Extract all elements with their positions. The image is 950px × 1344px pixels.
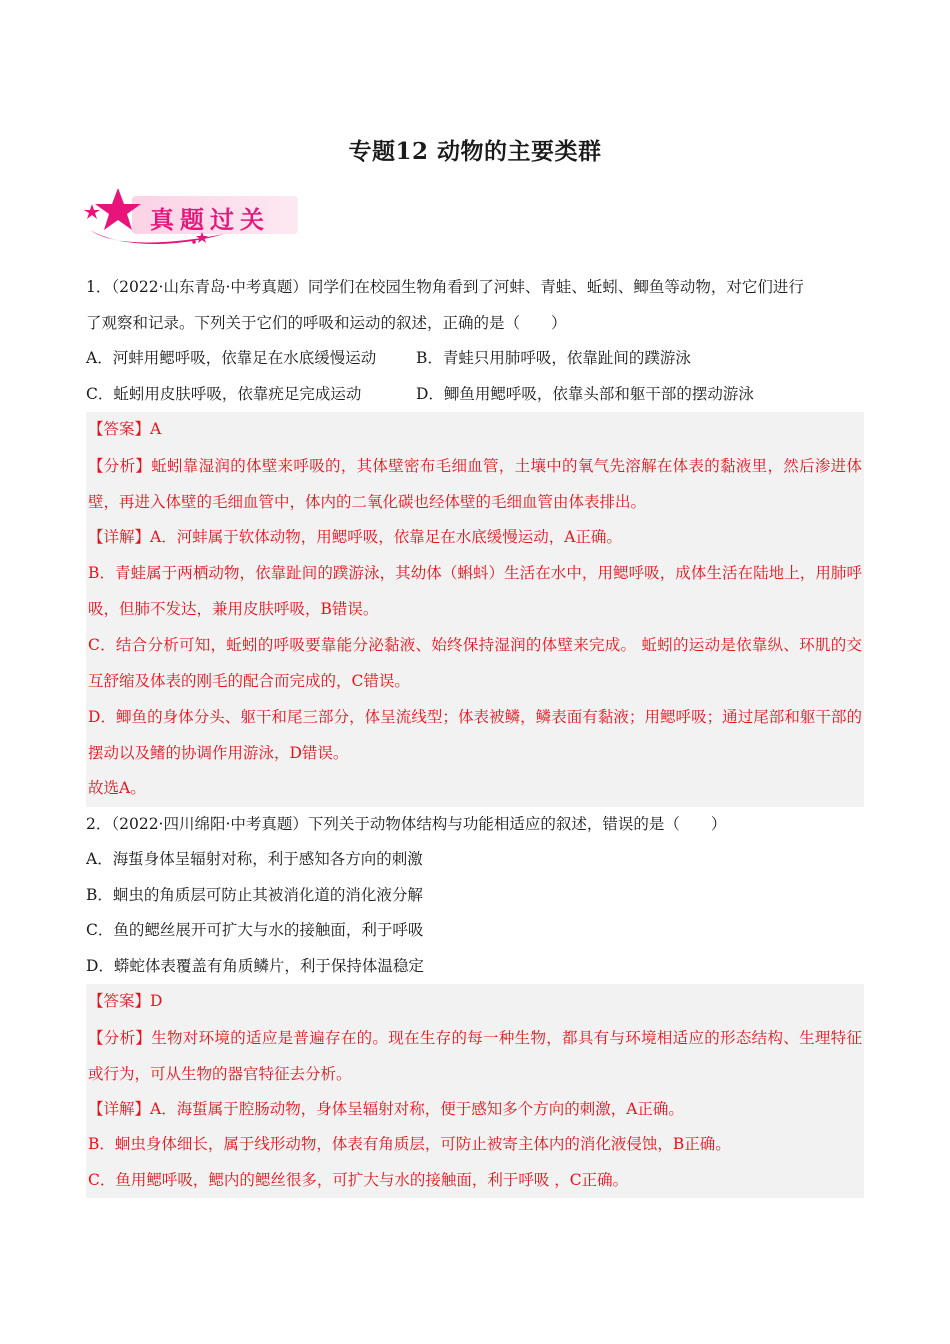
option-d: D．蟒蛇体表覆盖有角质鳞片，利于保持体温稳定: [86, 956, 424, 975]
option-a: A．海蜇身体呈辐射对称，利于感知各方向的刺激: [86, 850, 423, 868]
banner-text: 真题过关: [150, 206, 270, 234]
detail: B．青蛙属于两栖动物，依靠趾间的蹼游泳，其幼体（蝌蚪）生活在水中，用鳃呼吸，成体生活在陆地上，用肺呼吸，但肺不发达，兼用皮肤呼吸，B错误。: [88, 564, 862, 618]
option-a: A．河蚌用鳃呼吸，依靠足在水底缓慢运动: [86, 349, 377, 367]
page-title: 专题12 动物的主要类群: [348, 138, 602, 165]
option-d: D．鲫鱼用鳃呼吸，依靠头部和躯干部的摆动游泳: [416, 384, 754, 403]
question-1: [86, 270, 864, 807]
detail: C．结合分析可知，蚯蚓的呼吸要靠能分泌黏液、始终保持湿润的体壁来完成。 蚯蚓的运动是依靠纵、环肌的交互舒缩及体表的刚毛的配合而完成的，C错误。: [88, 636, 862, 690]
answer: 【答案】A: [88, 420, 162, 438]
section-banner: [84, 186, 304, 248]
conclusion: 故选A。: [88, 779, 146, 797]
answer: 【答案】D: [88, 992, 163, 1010]
question-stem: 了观察和记录。下列关于它们的呼吸和运动的叙述，正确的是（ ）: [86, 313, 567, 332]
question-2: [86, 807, 864, 1199]
detail: D．鲫鱼的身体分头、躯干和尾三部分，体呈流线型；体表被鳞，鳞表面有黏液；用鳃呼吸；通过尾部和躯干部的摆动以及鳍的协调作用游泳，D错误。: [88, 708, 862, 762]
option-row: [86, 377, 864, 413]
option-b: B．蛔虫的角质层可防止其被消化道的消化液分解: [86, 885, 423, 904]
option-row: [86, 341, 864, 377]
question-list: [86, 270, 864, 1198]
option-c: C．鱼的鳃丝展开可扩大与水的接触面，利于呼吸: [86, 921, 424, 939]
detail: B．蛔虫身体细长，属于线形动物，体表有角质层，可防止被寄主体内的消化液侵蚀，B正确。: [88, 1135, 731, 1153]
question-stem: 1．（2022·山东青岛·中考真题）同学们在校园生物角看到了河蚌、青蛙、蚯蚓、鲫鱼等动物，对它们进行: [86, 278, 804, 296]
detail: 【详解】A．海蜇属于腔肠动物，身体呈辐射对称，便于感知多个方向的刺激，A正确。: [88, 1099, 684, 1118]
detail: 【详解】A．河蚌属于软体动物，用鳃呼吸，依靠足在水底缓慢运动，A正确。: [88, 527, 622, 546]
option-c: C．蚯蚓用皮肤呼吸，依靠疣足完成运动: [86, 384, 362, 403]
option-b: B．青蛙只用肺呼吸，依靠趾间的蹼游泳: [416, 349, 691, 367]
answer-block: [86, 412, 864, 807]
detail: C．鱼用鳃呼吸，鳃内的鳃丝很多，可扩大与水的接触面，利于呼吸 ，C正确。: [88, 1170, 629, 1189]
answer-block: [86, 984, 864, 1198]
question-stem: 2．（2022·四川绵阳·中考真题）下列关于动物体结构与功能相适应的叙述，错误的是（ ）: [86, 814, 727, 833]
analysis: 【分析】生物对环境的适应是普遍存在的。现在生存的每一种生物，都具有与环境相适应的形态结构、生理特征或行为，可从生物的器官特征去分析。: [88, 1028, 862, 1083]
analysis: 【分析】蚯蚓靠湿润的体壁来呼吸的，其体壁密布毛细血管，土壤中的氧气先溶解在体表的黏液里，然后渗进体壁，再进入体壁的毛细血管中，体内的二氧化碳也经体壁的毛细血管由体表排出。: [88, 456, 862, 511]
